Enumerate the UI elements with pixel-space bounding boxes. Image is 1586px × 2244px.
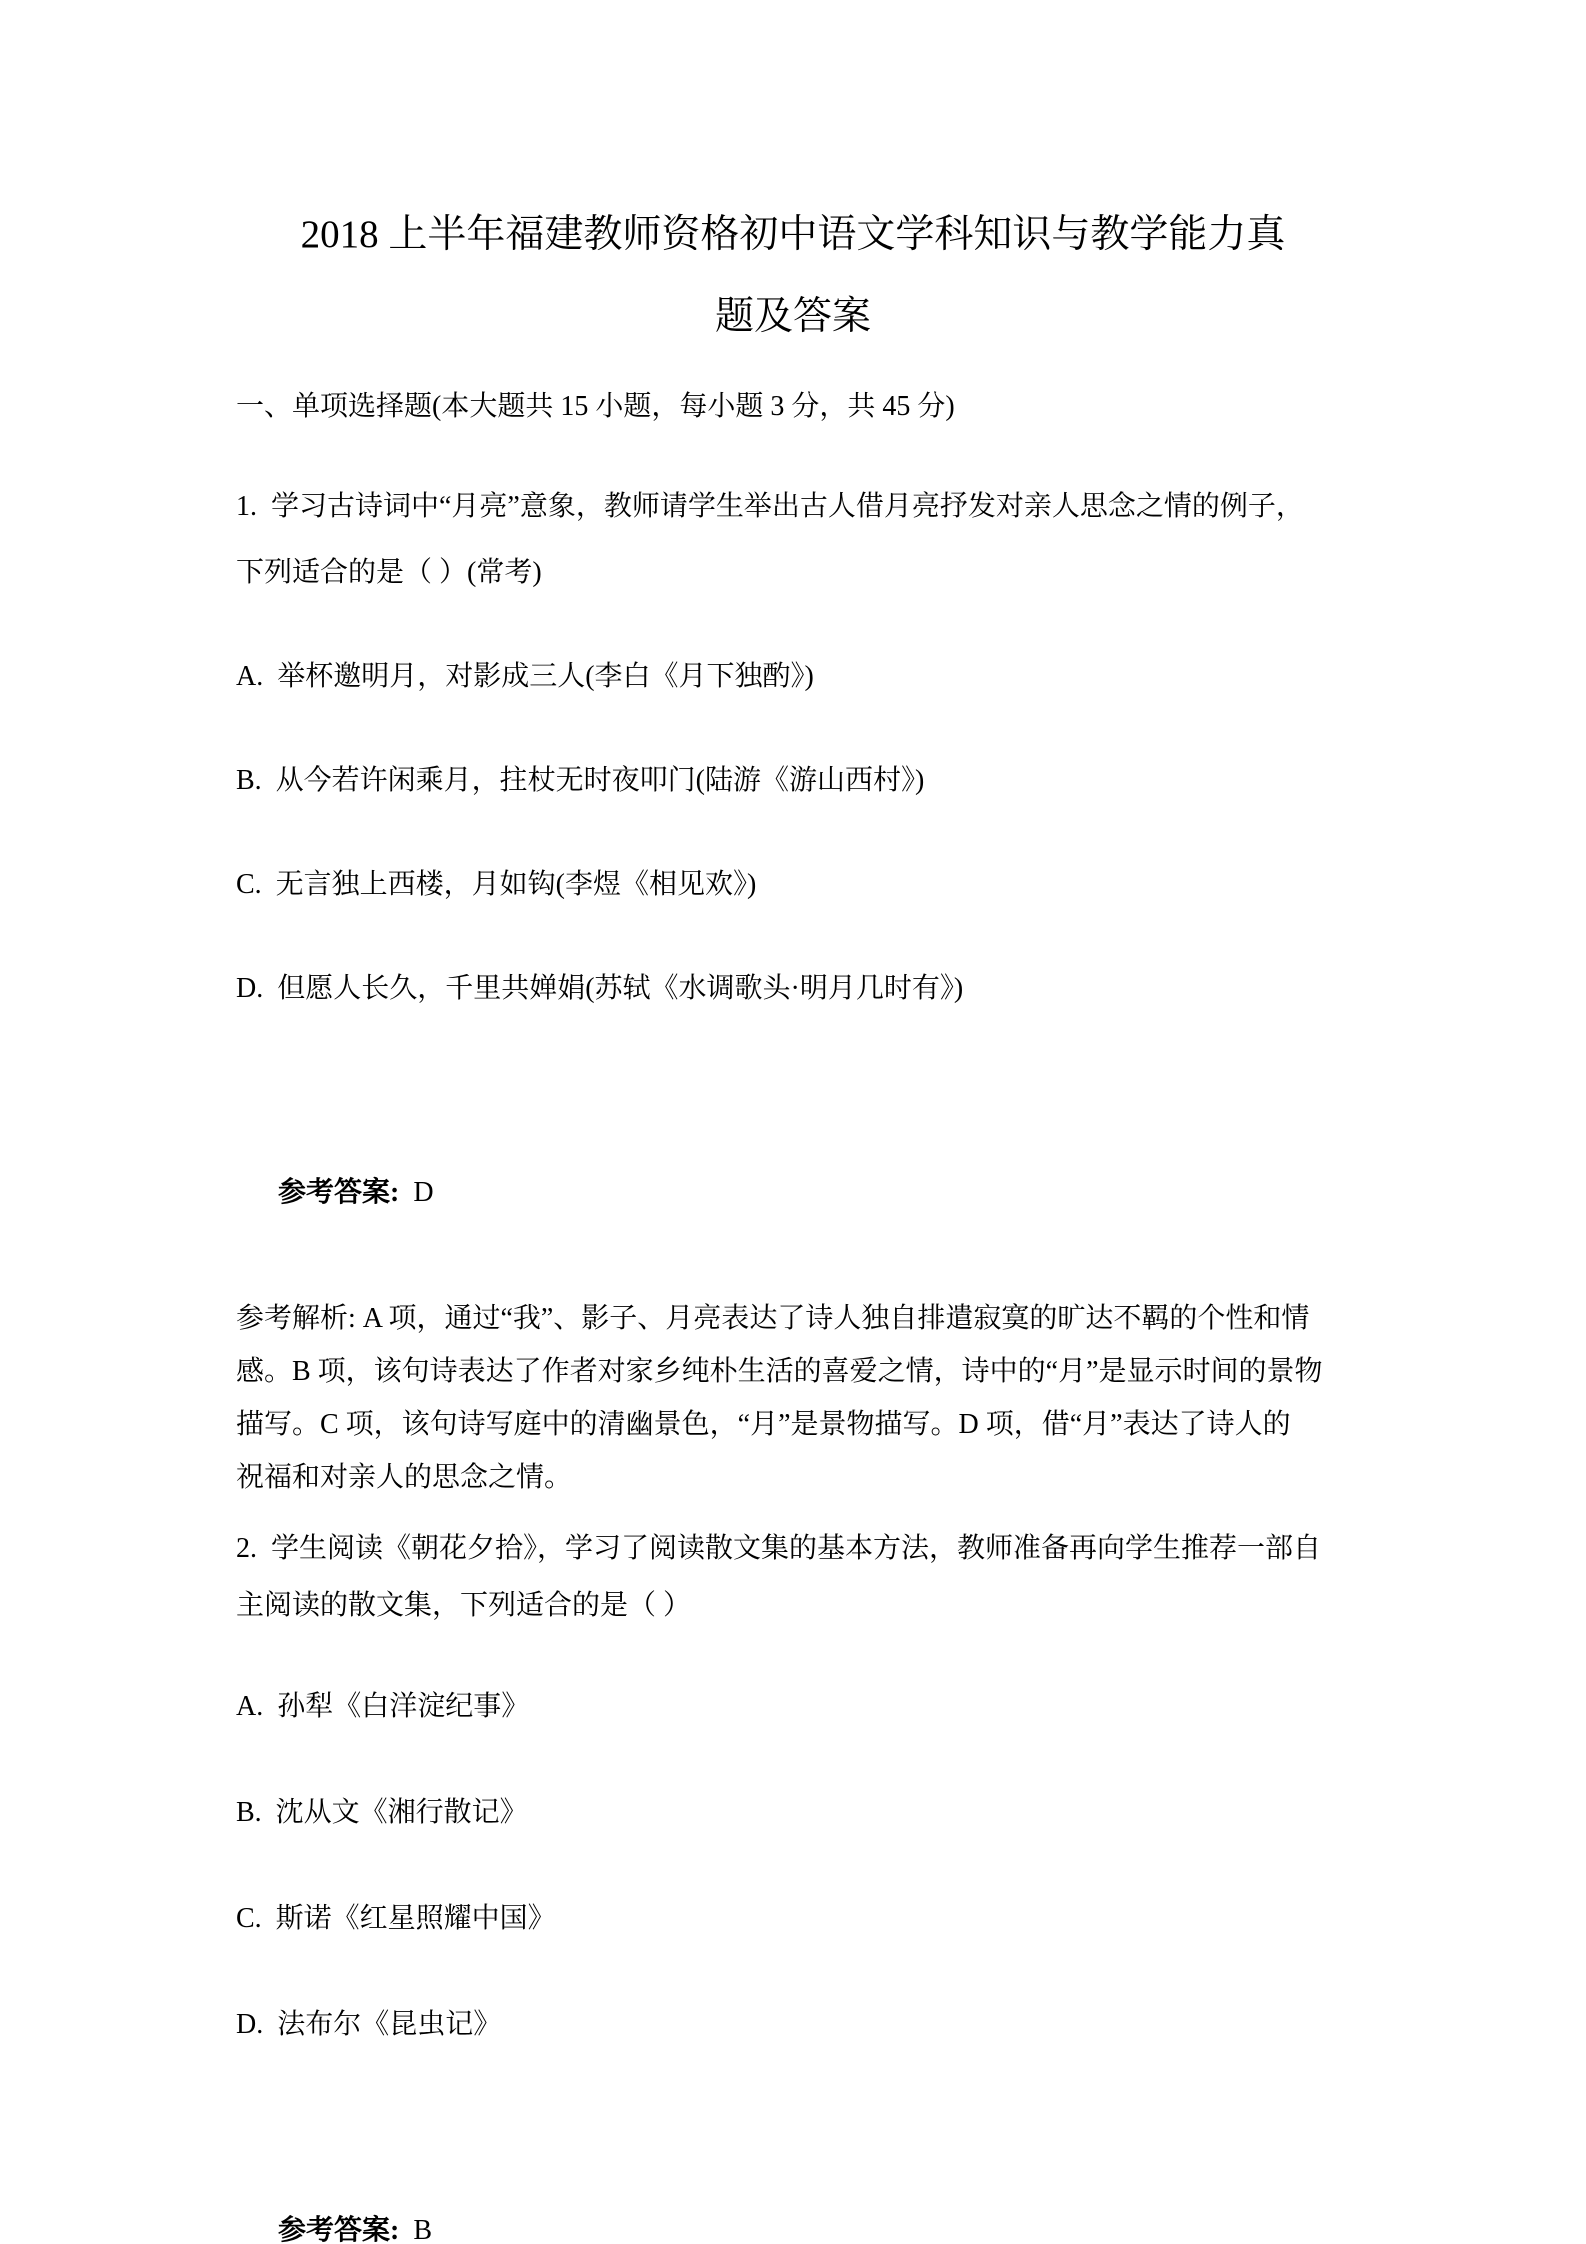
question-1-option-d: D. 但愿人长久，千里共婵娟(苏轼《水调歌头·明月几时有》) bbox=[236, 973, 964, 1004]
question-2-text: 2. 学生阅读《朝花夕拾》，学习了阅读散文集的基本方法，教师准备再向学生推荐一部自 主阅读的散文集，下列适合的是（ ） bbox=[236, 1533, 1322, 1621]
page-title: 2018 上半年福建教师资格初中语文学科知识与教学能力真 题及答案 bbox=[300, 213, 1286, 338]
question-2-answer-value: B bbox=[413, 2215, 433, 2244]
question-1-option-c: C. 无言独上西楼，月如钩(李煜《相见欢》) bbox=[236, 869, 757, 900]
question-2-option-d: D. 法布尔《昆虫记》 bbox=[236, 2009, 502, 2040]
question-1-option-a: A. 举杯邀明月，对影成三人(李白《月下独酌》) bbox=[236, 661, 814, 692]
question-2-answer-label: 参考答案: bbox=[278, 2215, 400, 2244]
section-heading: 一、单项选择题(本大题共 15 小题，每小题 3 分，共 45 分) bbox=[236, 391, 955, 422]
question-2-option-a: A. 孙犁《白洋淀纪事》 bbox=[236, 1691, 530, 1722]
document-body bbox=[0, 374, 1586, 2244]
question-1-analysis: 参考解析: A 项，通过“我”、影子、月亮表达了诗人独自排遣寂寞的旷达不羁的个性和情 感。B 项，该句诗表达了作者对家乡纯朴生活的喜爱之情，诗中的“月”是显示时间的景物 描写。C 项，该句诗写庭中的清幽景色，“月”是景物描写。D 项，借“月”表达了诗人的 祝福和对亲人的思念之情。 bbox=[236, 1303, 1323, 1493]
question-2-option-c: C. 斯诺《红星照耀中国》 bbox=[236, 1903, 556, 1934]
question-2-answer bbox=[236, 2132, 1436, 2244]
question-2-option-b: B. 沈从文《湘行散记》 bbox=[236, 1797, 528, 1828]
question-1-text: 1. 学习古诗词中“月亮”意象，教师请学生举出古人借月亮抒发对亲人思念之情的例子， 下列适合的是（ ）(常考) bbox=[236, 491, 1304, 588]
question-1-answer-value: D bbox=[413, 1177, 434, 1208]
question-1-answer-label: 参考答案: bbox=[278, 1177, 400, 1208]
question-1-answer bbox=[236, 1094, 1436, 1292]
question-1-option-b: B. 从今若许闲乘月，拄杖无时夜叩门(陆游《游山西村》) bbox=[236, 765, 925, 796]
